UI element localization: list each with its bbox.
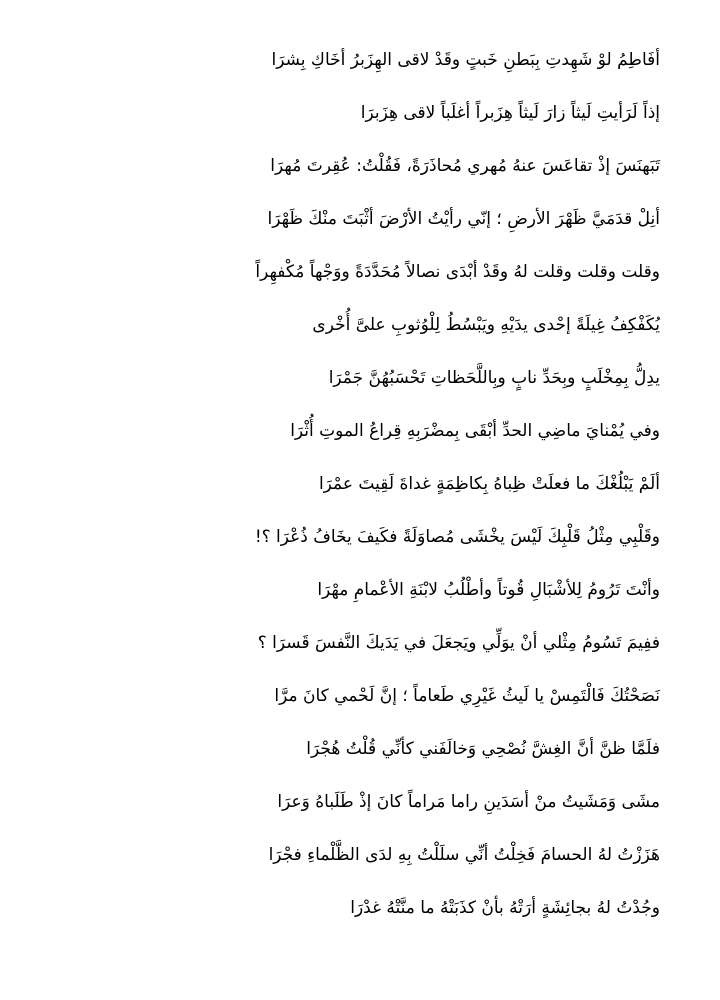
poem-verse: تَبَهنَسَ إذْ تقاعَسَ عنهُ مُهري مُحاذَرَةً، فَقُلْتُ: عُقِرتَ مُهرَا: [270, 156, 660, 176]
poem-verse: يُكَفْكِفُ غِيلَةً إحْدى يدَيْهِ ويَبْسُطُ لِلْوُثوبِ علىَّ أُخْرى: [312, 315, 660, 335]
poem-verse: وقَلْبِي مِثْلُ قَلْبِكَ لَيْسَ يخْشَى مُصاوَلَةً فكَيفَ يخَافُ ذُعْرَا ؟!: [254, 527, 660, 547]
poem-verse: وفي يُمْنايَ ماضِي الحدِّ أبْقَى بِمضْرَبِهِ قِراعُ الموتِ أُثْرَا: [290, 421, 660, 441]
poem-verse: يدِلُّ بِمِخْلَبٍ وبِحَدِّ نابٍ وبِاللَّحَظاتِ تَحْسَبُهُنَّ جَمْرَا: [328, 368, 660, 388]
poem-verse: وجُدْتُ لهُ بجائِشَةٍ أرَتْهُ بأنْ كذَبَتْهُ ما منَّتْهُ غدْرَا: [350, 898, 660, 918]
poem-verse: ففِيمَ تَسُومُ مِثْلي أنْ يوَلِّي ويَجعَلَ في يَدَيكَ النَّفسَ قَسرَا ؟: [257, 633, 660, 653]
poem-verse: وقلت وقلت وقلت لهُ وقَدْ أبْدَى نصالاً مُحَدَّدَةً ووَجْهاً مُكْفهِراً: [255, 262, 660, 282]
poem-verse: نَصَحْتُكَ فَالْتَمِسْ يا لَيثُ غَيْرِي طَعاماً ؛ إنَّ لَحْمي كانَ مرَّا: [274, 686, 660, 706]
poem-verse: أنِلْ قدَمَيَّ ظَهْرَ الأرضِ ؛ إنّي رأيْتُ الأرْضَ أثْبَتَ منْكَ ظَهْرَا: [267, 209, 660, 229]
poem-verse: فلَمَّا ظنَّ أنَّ الغِشَّ نُصْحِي وَخالَفَني كأنِّي قُلْتُ هُجْرَا: [306, 739, 660, 759]
poem-verse: أفَاطِمُ لوْ شَهِدتِ بِبَطنِ خَبتٍ وقَدْ لاقى الهِزَبرُ أخَاكِ بِشرَا: [271, 50, 660, 70]
poem-body: [170, 40, 660, 941]
poem-verse: وأنْتَ تَرُومُ لِلأشْبَالِ قُوتاً وأطْلُبُ لابْنَةِ الأعْمامِ مهْرَا: [317, 580, 660, 600]
poem-verse: إذاً لَرَأيتِ لَيثاً زارَ لَيثاً هِزَبراً أغلَباً لاقى هِزَبرَا: [360, 103, 660, 123]
poem-verse: مشَى وَمَشَيتُ منْ أسَدَينِ راما مَراماً كانَ إذْ طَلَباهُ وَعرَا: [277, 792, 660, 812]
poem-verse: هَزَزْتُ لهُ الحسامَ فَخِلْتُ أنِّي سلَلْتُ بِهِ لدَى الظَّلْماءِ فجْرَا: [268, 845, 660, 865]
poem-verse: ألَمْ يَبْلُغْكَ ما فعلَتْ ظِباهُ بِكاظِمَةٍ غداةَ لَقِيتَ عمْرَا: [318, 474, 660, 494]
